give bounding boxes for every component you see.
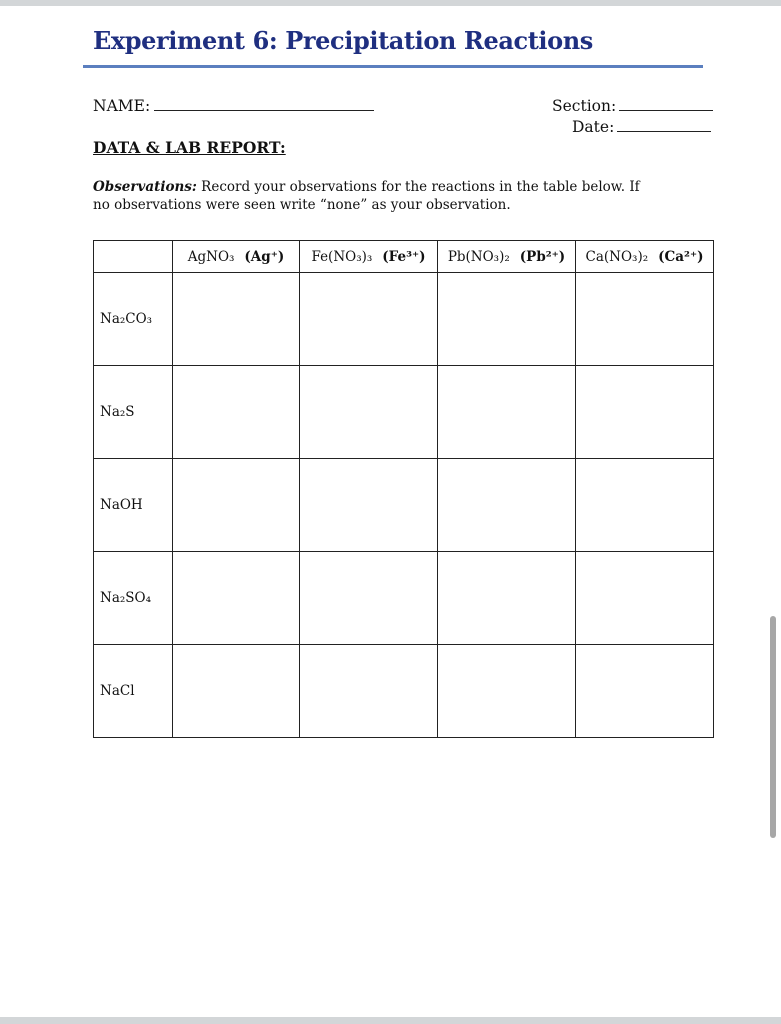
vertical-scrollbar[interactable] bbox=[770, 616, 776, 838]
row-header-na2co3: Na₂CO₃ bbox=[94, 273, 173, 366]
name-label: NAME: bbox=[93, 97, 151, 115]
column-compound: Ca(NO₃)₂ bbox=[585, 248, 649, 265]
name-blank-line bbox=[154, 98, 374, 111]
observation-cell[interactable] bbox=[438, 366, 576, 459]
column-header-agno3 bbox=[173, 241, 300, 273]
column-ion: (Ag⁺) bbox=[244, 248, 285, 265]
instructions-lead: Observations: bbox=[93, 179, 197, 195]
instructions-text: Record your observations for the reactions in the table below. If no observations were seen write “none” as your observation. bbox=[93, 179, 640, 213]
observation-cell[interactable] bbox=[438, 552, 576, 645]
observations-instructions bbox=[93, 178, 653, 214]
observation-cell[interactable] bbox=[300, 459, 438, 552]
header-corner-cell bbox=[94, 241, 173, 273]
date-blank-line bbox=[617, 119, 711, 132]
table-row bbox=[94, 552, 714, 645]
date-label: Date: bbox=[572, 118, 615, 136]
observation-cell[interactable] bbox=[173, 645, 300, 738]
column-ion: (Ca²⁺) bbox=[658, 248, 704, 265]
row-header-nacl: NaCl bbox=[94, 645, 173, 738]
observation-cell[interactable] bbox=[576, 645, 714, 738]
observation-cell[interactable] bbox=[438, 273, 576, 366]
observation-cell[interactable] bbox=[576, 366, 714, 459]
observation-cell[interactable] bbox=[173, 366, 300, 459]
table-row bbox=[94, 273, 714, 366]
date-field bbox=[572, 118, 711, 136]
column-header-pbno3 bbox=[438, 241, 576, 273]
column-ion: (Pb²⁺) bbox=[519, 248, 566, 265]
observation-cell[interactable] bbox=[173, 273, 300, 366]
column-header-cano3 bbox=[576, 241, 714, 273]
observation-cell[interactable] bbox=[300, 645, 438, 738]
column-compound: Pb(NO₃)₂ bbox=[447, 248, 510, 265]
observation-cell[interactable] bbox=[300, 552, 438, 645]
observations-table bbox=[93, 240, 714, 738]
observation-cell[interactable] bbox=[173, 552, 300, 645]
title-underline-rule bbox=[83, 65, 703, 68]
observation-cell[interactable] bbox=[576, 552, 714, 645]
table-row bbox=[94, 459, 714, 552]
top-border-bar bbox=[0, 0, 781, 6]
column-ion: (Fe³⁺) bbox=[382, 248, 426, 265]
observation-cell[interactable] bbox=[576, 273, 714, 366]
observation-cell[interactable] bbox=[438, 645, 576, 738]
section-label: Section: bbox=[552, 97, 617, 115]
row-header-na2s: Na₂S bbox=[94, 366, 173, 459]
column-compound: Fe(NO₃)₃ bbox=[311, 248, 373, 265]
row-header-na2so4: Na₂SO₄ bbox=[94, 552, 173, 645]
section-blank-line bbox=[619, 98, 713, 111]
bottom-border-bar bbox=[0, 1017, 781, 1024]
name-field bbox=[93, 97, 374, 115]
observation-cell[interactable] bbox=[576, 459, 714, 552]
observation-cell[interactable] bbox=[300, 273, 438, 366]
report-heading: DATA & LAB REPORT: bbox=[93, 138, 286, 157]
observation-cell[interactable] bbox=[173, 459, 300, 552]
row-header-naoh: NaOH bbox=[94, 459, 173, 552]
table-row bbox=[94, 645, 714, 738]
observation-cell[interactable] bbox=[438, 459, 576, 552]
page-title: Experiment 6: Precipitation Reactions bbox=[93, 26, 593, 55]
column-compound: AgNO₃ bbox=[187, 248, 235, 265]
column-header-feno3 bbox=[300, 241, 438, 273]
table-header-row bbox=[94, 241, 714, 273]
observation-cell[interactable] bbox=[300, 366, 438, 459]
section-field bbox=[552, 97, 713, 115]
table-row bbox=[94, 366, 714, 459]
